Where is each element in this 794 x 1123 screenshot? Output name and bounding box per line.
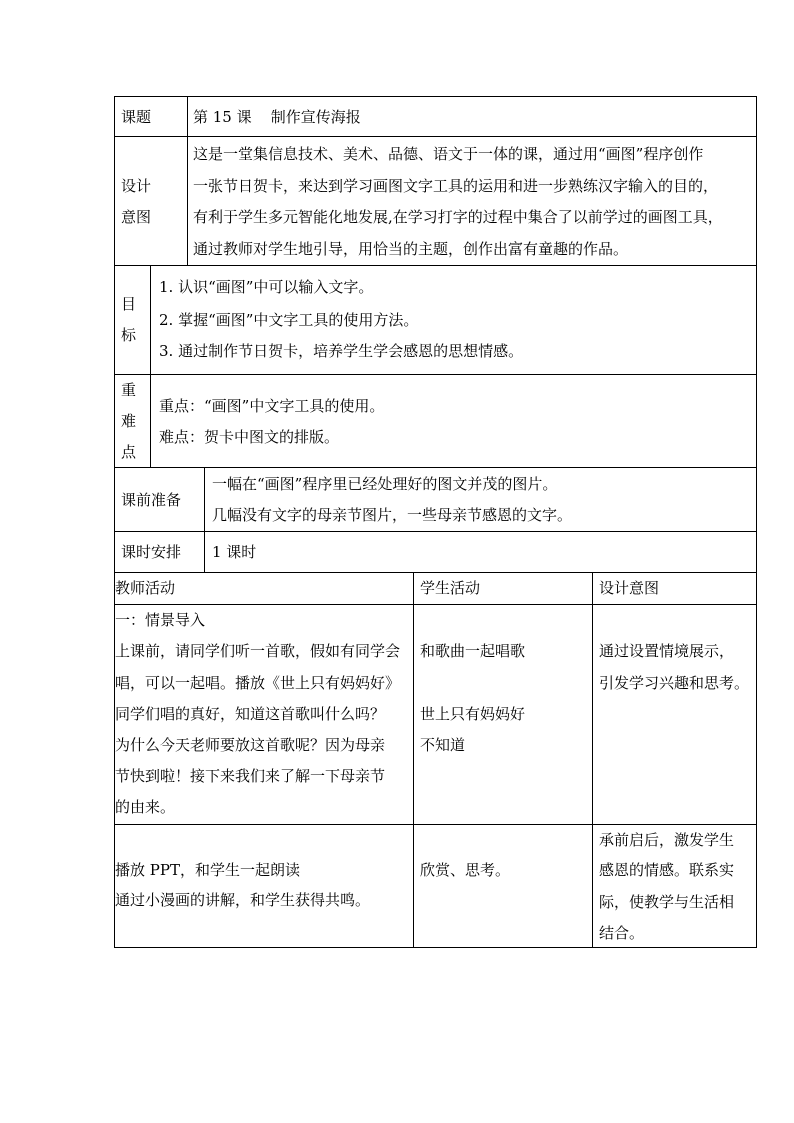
header-teacher-activity: 教师活动	[115, 579, 176, 597]
key-label: 点	[121, 443, 137, 461]
topic-value: 第 15 课 制作宣传海报	[193, 108, 361, 126]
table-border	[114, 265, 757, 266]
design-intent-line: 通过设置情境展示，	[599, 642, 735, 660]
table-border	[114, 947, 757, 948]
table-border	[114, 824, 757, 825]
teacher-activity-line: 同学们唱的真好，知道这首歌叫什么吗？	[115, 705, 386, 723]
teacher-activity-line: 唱，可以一起唱。播放《世上只有妈妈好》	[115, 674, 401, 692]
design-intent-line: 际，使教学与生活相	[599, 893, 735, 911]
table-border	[114, 136, 757, 137]
design-intent-line: 引发学习兴趣和思考。	[599, 674, 750, 692]
goal-line: 2. 掌握“画图”中文字工具的使用方法。	[159, 311, 419, 329]
table-border	[114, 531, 757, 532]
table-border	[114, 467, 757, 468]
design-text-line: 这是一堂集信息技术、美术、品德、语文于一体的课，通过用“画图”程序创作	[193, 145, 704, 163]
key-label: 难	[121, 412, 137, 430]
design-text-line: 一张节日贺卡，来达到学习画图文字工具的运用和进一步熟练汉字输入的目的，	[193, 177, 719, 195]
teacher-activity-line: 为什么今天老师要放这首歌呢？因为母亲	[115, 736, 386, 754]
table-border	[114, 572, 757, 573]
design-intent-line: 感恩的情感。联系实	[599, 861, 735, 879]
header-design-intent: 设计意图	[599, 579, 660, 597]
topic-label: 课题	[121, 108, 152, 126]
goal-line: 3. 通过制作节日贺卡，培养学生学会感恩的思想情感。	[159, 342, 524, 360]
table-border	[592, 572, 593, 948]
table-border	[114, 96, 115, 948]
student-activity-line: 欣赏、思考。	[420, 861, 511, 879]
teacher-activity-line: 节快到啦！接下来我们来了解一下母亲节	[115, 767, 386, 785]
header-student-activity: 学生活动	[420, 579, 481, 597]
design-label: 意图	[121, 208, 152, 226]
table-border	[114, 374, 757, 375]
key-label: 重	[121, 381, 137, 399]
time-label: 课时安排	[121, 543, 182, 561]
table-border	[204, 467, 205, 573]
goal-label: 目	[121, 295, 137, 313]
teacher-activity-line: 通过小漫画的讲解，和学生获得共鸣。	[115, 891, 371, 909]
design-label: 设计	[121, 177, 152, 195]
teacher-activity-line: 播放 PPT，和学生一起朗读	[115, 861, 300, 879]
table-border	[413, 572, 414, 948]
table-border	[114, 604, 757, 605]
table-border	[187, 96, 188, 266]
design-intent-line: 承前启后，激发学生	[599, 831, 735, 849]
table-border	[150, 265, 151, 468]
key-point-line: 重点：“画图”中文字工具的使用。	[159, 397, 385, 415]
goal-label: 标	[121, 326, 137, 344]
prep-line: 几幅没有文字的母亲节图片，一些母亲节感恩的文字。	[212, 506, 573, 524]
prep-line: 一幅在“画图”程序里已经处理好的图文并茂的图片。	[212, 475, 558, 493]
teacher-activity-line: 的由来。	[115, 798, 176, 816]
design-intent-line: 结合。	[599, 924, 645, 942]
student-activity-line: 和歌曲一起唱歌	[420, 642, 526, 660]
time-value: 1 课时	[212, 543, 257, 561]
teacher-activity-line: 一：情景导入	[115, 611, 206, 629]
key-point-line: 难点：贺卡中图文的排版。	[159, 428, 340, 446]
student-activity-line: 不知道	[420, 736, 466, 754]
table-border	[756, 96, 757, 948]
prep-label: 课前准备	[121, 491, 182, 509]
teacher-activity-line: 上课前，请同学们听一首歌，假如有同学会	[115, 642, 401, 660]
student-activity-line: 世上只有妈妈好	[420, 705, 526, 723]
goal-line: 1. 认识“画图”中可以输入文字。	[159, 278, 374, 296]
design-text-line: 通过教师对学生地引导，用恰当的主题，创作出富有童趣的作品。	[193, 240, 629, 258]
table-border	[114, 96, 757, 97]
design-text-line: 有利于学生多元智能化地发展,在学习打字的过程中集合了以前学过的画图工具，	[193, 208, 723, 226]
